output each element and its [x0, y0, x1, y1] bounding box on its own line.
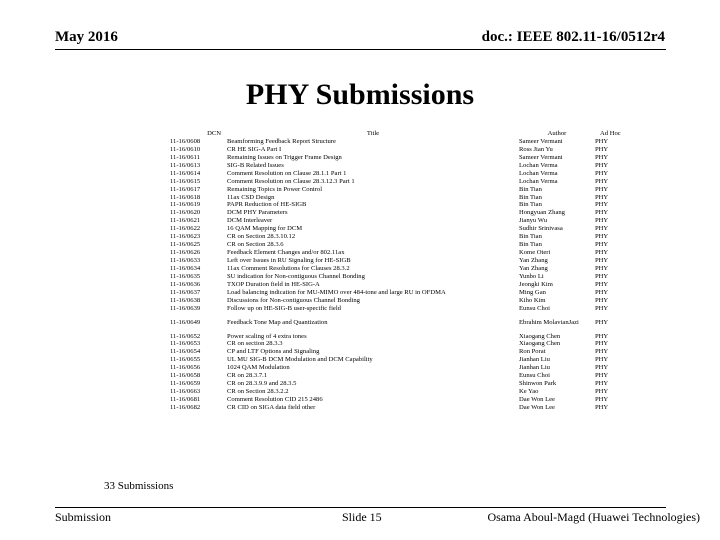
cell-title: 1024 QAM Modulation	[227, 364, 290, 372]
table-row	[170, 273, 630, 281]
cell-title: CR HE SIG-A Part I	[227, 145, 282, 153]
cell-dcn: 11-16/0638	[170, 296, 201, 304]
cell-adhoc: PHY	[595, 257, 609, 264]
cell-author: Ross Jian Yu	[519, 145, 553, 153]
cell-dcn: 11-16/0615	[170, 177, 201, 185]
cell-adhoc: PHY	[595, 296, 609, 304]
cell-dcn: 11-16/0639	[170, 304, 201, 312]
cell-adhoc: PHY	[595, 348, 609, 356]
cell-dcn: 11-16/0655	[170, 356, 201, 364]
table-row	[170, 209, 630, 217]
cell-author: Sudhir Srinivasa	[519, 225, 563, 233]
cell-title: CR on 28.3.7.1	[227, 372, 268, 380]
cell-title: UL MU SIG-B DCM Modulation and DCM Capability	[227, 356, 373, 364]
cell-adhoc: PHY	[595, 217, 609, 225]
cell-dcn: 11-16/0635	[170, 272, 201, 280]
table-row	[170, 319, 630, 327]
cell-author: Dae Won Lee	[519, 403, 555, 411]
cell-author: Bin Tian	[519, 201, 542, 209]
footer-divider	[55, 507, 666, 508]
table-row	[170, 305, 630, 313]
cell-title: Power scaling of 4 extra tones	[227, 332, 307, 340]
column-header-author: Author	[547, 130, 567, 137]
cell-dcn: 11-16/0637	[170, 288, 201, 296]
cell-adhoc: PHY	[595, 332, 609, 340]
cell-author: Eunsu Choi	[519, 304, 550, 312]
cell-adhoc: PHY	[595, 356, 609, 364]
table-row	[170, 348, 630, 356]
table-row	[170, 233, 630, 241]
column-header-dcn: DCN	[207, 130, 221, 137]
footer-slide-number: Slide 15	[342, 510, 382, 524]
cell-adhoc: PHY	[595, 241, 609, 249]
table-row	[170, 356, 630, 364]
cell-title: Left over Issues in RU Signaling for HE-SIGB	[227, 257, 351, 264]
cell-author: Xiaogang Chen	[519, 332, 561, 340]
table-row	[170, 186, 630, 194]
cell-title: CR on 28.3.9.9 and 28.3.5	[227, 380, 297, 388]
cell-adhoc: PHY	[595, 177, 609, 185]
cell-author: Bin Tian	[519, 233, 542, 241]
table-row	[170, 225, 630, 233]
table-row	[170, 170, 630, 178]
cell-adhoc: PHY	[595, 280, 609, 288]
cell-author: Yan Zhang	[519, 257, 548, 264]
cell-title: CR on Section 28.3.6	[227, 241, 284, 249]
cell-dcn: 11-16/0653	[170, 340, 201, 348]
cell-title: Load balancing indication for MU-MIMO over 484-tone and large RU in OFDMA	[227, 288, 446, 296]
submissions-table	[170, 130, 630, 412]
cell-author: Yunbo Li	[519, 272, 544, 280]
footer-left: Submission	[55, 510, 112, 524]
cell-adhoc: PHY	[595, 304, 609, 312]
cell-adhoc: PHY	[595, 225, 609, 233]
footer-author: Osama Aboul-Magd (Huawei Technologies)	[487, 510, 700, 524]
cell-author: Bin Tian	[519, 241, 542, 249]
cell-author: Jeongki Kim	[519, 280, 553, 288]
cell-adhoc: PHY	[595, 318, 609, 326]
cell-title: Remaining Topics in Power Control	[227, 185, 323, 193]
cell-title: CP and LTF Options and Signaling	[227, 348, 320, 356]
cell-title: Feedback Tone Map and Quantization	[227, 318, 328, 326]
table-row	[170, 178, 630, 186]
cell-title: CR on Section 28.3.2.2	[227, 388, 289, 396]
cell-author: Kiho Kim	[519, 296, 546, 304]
cell-adhoc: PHY	[595, 185, 609, 193]
cell-title: Follow up on HE-SIG-B user-specific field	[227, 304, 341, 312]
cell-author: Jianhan Liu	[519, 364, 550, 372]
table-row	[170, 217, 630, 225]
cell-dcn: 11-16/0649	[170, 318, 201, 326]
cell-title: CR on Section 28.3.10.12	[227, 233, 296, 241]
cell-title: TXOP Duration field in HE-SIG-A	[227, 280, 320, 288]
table-row	[170, 289, 630, 297]
cell-adhoc: PHY	[595, 364, 609, 372]
table-row	[170, 297, 630, 305]
cell-author: Bin Tian	[519, 185, 542, 193]
table-row	[170, 257, 630, 265]
table-row	[170, 162, 630, 170]
cell-dcn: 11-16/0618	[170, 193, 201, 201]
cell-adhoc: PHY	[595, 233, 609, 241]
cell-title: PAPR Reduction of HE-SIGB	[227, 201, 307, 209]
cell-adhoc: PHY	[595, 161, 609, 169]
cell-title: CR CID on SIGA data field other	[227, 403, 316, 411]
cell-dcn: 11-16/0620	[170, 209, 201, 217]
cell-title: CR on section 28.3.3	[227, 340, 283, 348]
cell-adhoc: PHY	[595, 380, 609, 388]
cell-author: Ebrahim MolavianJazi	[519, 318, 579, 326]
cell-author: Sameer Vermani	[519, 137, 563, 145]
table-row	[170, 249, 630, 257]
cell-adhoc: PHY	[595, 145, 609, 153]
column-header-adhoc: Ad Hoc	[600, 130, 621, 137]
cell-author: Jianhan Liu	[519, 356, 550, 364]
cell-adhoc: PHY	[595, 201, 609, 209]
cell-title: Comment Resolution on Clause 28.3.12.3 Part 1	[227, 177, 355, 185]
cell-author: Kome Oteri	[519, 249, 551, 257]
header-date: May 2016	[55, 29, 118, 45]
cell-dcn: 11-16/0659	[170, 380, 201, 388]
cell-author: Lochan Verma	[519, 169, 558, 177]
cell-title: Feedback Element Changes and/or 802.11ax	[227, 249, 345, 257]
cell-title: Comment Resolution CID 215 2486	[227, 396, 323, 403]
cell-dcn: 11-16/0608	[170, 137, 201, 145]
table-row	[170, 340, 630, 348]
cell-dcn: 11-16/0613	[170, 161, 201, 169]
header-divider	[55, 49, 666, 50]
cell-dcn: 11-16/0622	[170, 225, 201, 233]
table-row	[170, 154, 630, 162]
cell-author: Ming Gan	[519, 288, 546, 296]
table-row	[170, 146, 630, 154]
cell-author: Hongyuan Zhang	[519, 209, 565, 217]
submission-count: 33 Submissions	[104, 480, 174, 492]
cell-author: Yan Zhang	[519, 264, 548, 272]
cell-author: Xiaogang Chen	[519, 340, 561, 348]
table-row	[170, 372, 630, 380]
table-row	[170, 194, 630, 202]
cell-dcn: 11-16/0621	[170, 217, 201, 225]
cell-dcn: 11-16/0656	[170, 364, 201, 372]
cell-title: 11ax CSD Design	[227, 193, 275, 201]
table-row	[170, 388, 630, 396]
header-doc-id: doc.: IEEE 802.11-16/0512r4	[481, 29, 665, 45]
cell-author: Ke Yao	[519, 388, 539, 396]
table-header-row	[170, 130, 630, 138]
cell-adhoc: PHY	[595, 340, 609, 348]
cell-title: 16 QAM Mapping for DCM	[227, 225, 303, 233]
cell-adhoc: PHY	[595, 372, 609, 380]
table-row	[170, 380, 630, 388]
cell-dcn: 11-16/0611	[170, 153, 200, 161]
cell-dcn: 11-16/0625	[170, 241, 201, 249]
cell-adhoc: PHY	[595, 153, 609, 161]
table-row	[170, 201, 630, 209]
cell-dcn: 11-16/0617	[170, 185, 201, 193]
cell-title: SIG-B Related Issues	[227, 161, 284, 169]
table-row	[170, 241, 630, 249]
cell-adhoc: PHY	[595, 396, 609, 403]
cell-adhoc: PHY	[595, 264, 609, 272]
slide-title: PHY Submissions	[245, 78, 475, 111]
cell-adhoc: PHY	[595, 137, 609, 145]
cell-title: Discussions for Non-contiguous Channel Bonding	[227, 296, 360, 304]
cell-adhoc: PHY	[595, 209, 609, 217]
cell-adhoc: PHY	[595, 193, 609, 201]
cell-author: Jianyu Wu	[519, 217, 548, 225]
table-row	[170, 364, 630, 372]
cell-title: DCM Interleaver	[227, 217, 273, 225]
cell-dcn: 11-16/0633	[170, 257, 201, 264]
cell-dcn: 11-16/0658	[170, 372, 201, 380]
cell-author: Ron Porat	[519, 348, 546, 356]
cell-title: DCM PHY Parameters	[227, 209, 288, 217]
cell-dcn: 11-16/0663	[170, 388, 201, 396]
cell-dcn: 11-16/0610	[170, 145, 201, 153]
cell-dcn: 11-16/0654	[170, 348, 201, 356]
cell-author: Dae Won Lee	[519, 396, 555, 403]
cell-dcn: 11-16/0619	[170, 201, 201, 209]
cell-adhoc: PHY	[595, 403, 609, 411]
table-row	[170, 265, 630, 273]
cell-title: SU indication for Non-contiguous Channel Bonding	[227, 272, 365, 280]
cell-title: Remaining Issues on Trigger Frame Design	[227, 153, 342, 161]
cell-dcn: 11-16/0626	[170, 249, 201, 257]
table-row	[170, 138, 630, 146]
cell-author: Eunsu Choi	[519, 372, 550, 380]
table-body	[170, 138, 630, 412]
table-row	[170, 281, 630, 289]
cell-adhoc: PHY	[595, 388, 609, 396]
cell-author: Sameer Vermani	[519, 153, 563, 161]
cell-author: Lochan Verma	[519, 177, 558, 185]
cell-title: Comment Resolution on Clause 28.1.1 Part 1	[227, 169, 347, 177]
table-row	[170, 396, 630, 404]
cell-author: Shinwon Park	[519, 380, 557, 388]
cell-dcn: 11-16/0623	[170, 233, 201, 241]
cell-dcn: 11-16/0634	[170, 264, 201, 272]
cell-adhoc: PHY	[595, 272, 609, 280]
cell-adhoc: PHY	[595, 288, 609, 296]
column-header-title: Title	[366, 130, 380, 137]
cell-adhoc: PHY	[595, 169, 609, 177]
cell-dcn: 11-16/0682	[170, 403, 201, 411]
cell-title: 11ax Comment Resolutions for Clauses 28.3.2	[227, 264, 350, 272]
cell-dcn: 11-16/0681	[170, 396, 201, 403]
cell-adhoc: PHY	[595, 249, 609, 257]
cell-title: Beamforming Feedback Report Structure	[227, 137, 336, 145]
cell-dcn: 11-16/0614	[170, 169, 201, 177]
table-row	[170, 404, 630, 412]
cell-author: Bin Tian	[519, 193, 542, 201]
cell-author: Lochan Verma	[519, 161, 558, 169]
table-row	[170, 333, 630, 341]
cell-dcn: 11-16/0652	[170, 332, 201, 340]
cell-dcn: 11-16/0636	[170, 280, 201, 288]
